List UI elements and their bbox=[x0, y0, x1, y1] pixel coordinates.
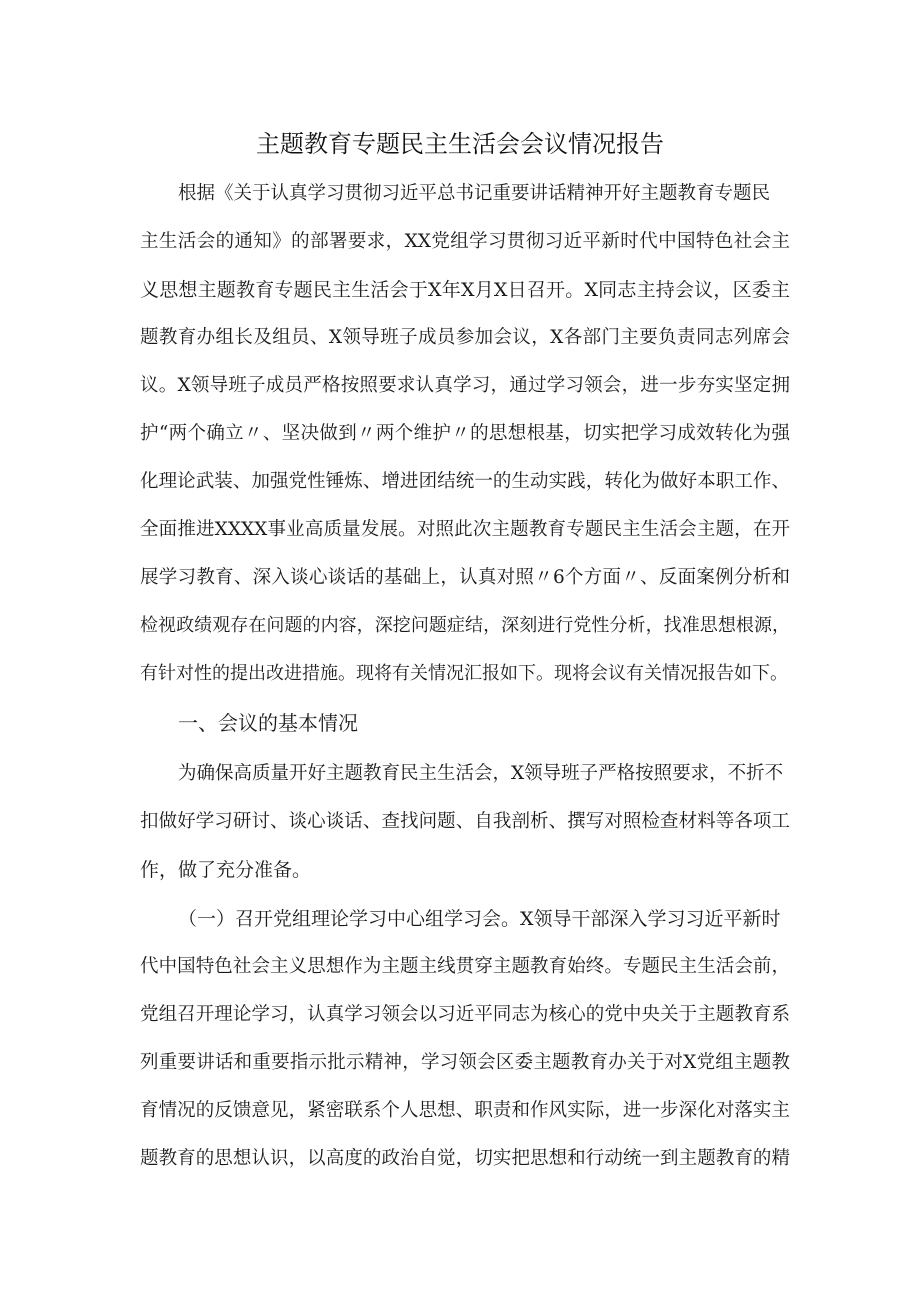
paragraph-line: 题教育办组长及组员、X领导班子成员参加会议，X各部门主要负责同志列席会 bbox=[140, 327, 790, 348]
paragraph-line: 作，做了充分准备。 bbox=[140, 859, 312, 881]
paragraph-line: 有针对性的提出改进措施。现将有关情况汇报如下。现将会议有关情况报告如下。 bbox=[140, 663, 788, 684]
paragraph-line: 扣做好学习研讨、谈心谈话、查找问题、自我剖析、撰写对照检查材料等各项工 bbox=[140, 811, 790, 832]
paragraph-line: 护“两个确立〃、坚决做到〃两个维护〃的思想根基，切实把学习成效转化为强 bbox=[140, 423, 790, 444]
section-heading: 一、会议的基本情况 bbox=[178, 711, 358, 735]
paragraph-line: 全面推进XXXX事业高质量发展。对照此次主题教育专题民主生活会主题，在开 bbox=[140, 519, 790, 540]
paragraph-line: 检视政绩观存在问题的内容，深挖问题症结，深刻进行党性分析，找准思想根源， bbox=[140, 615, 790, 636]
paragraph-line: 党组召开理论学习，认真学习领会以习近平同志为核心的党中央关于主题教育系 bbox=[140, 1004, 790, 1025]
paragraph-line: 义思想主题教育专题民主生活会于X年X月X日召开。X同志主持会议，区委主 bbox=[140, 279, 790, 301]
paragraph-line: 议。X领导班子成员严格按照要求认真学习，通过学习领会，进一步夯实坚定拥 bbox=[140, 375, 790, 396]
paragraph-line: 主生活会的通知》的部署要求，XX党组学习贯彻习近平新时代中国特色社会主 bbox=[140, 231, 790, 252]
paragraph-line: 化理论武装、加强党性锤炼、增进团结统一的生动实践，转化为做好本职工作、 bbox=[140, 471, 790, 492]
paragraph-line: （一）召开党组理论学习中心组学习会。X领导干部深入学习习近平新时 bbox=[178, 908, 781, 930]
paragraph-line: 题教育的思想认识，以高度的政治自觉，切实把思想和行动统一到主题教育的精 bbox=[140, 1148, 790, 1169]
paragraph-line: 为确保高质量开好主题教育民主生活会，X领导班子严格按照要求，不折不 bbox=[178, 763, 784, 784]
paragraph-line: 根据《关于认真学习贯彻习近平总书记重要讲话精神开好主题教育专题民 bbox=[178, 183, 771, 204]
paragraph-line: 育情况的反馈意见，紧密联系个人思想、职责和作风实际，进一步深化对落实主 bbox=[140, 1100, 790, 1121]
document-title: 主题教育专题民主生活会会议情况报告 bbox=[256, 130, 664, 158]
paragraph-line: 代中国特色社会主义思想作为主题主线贯穿主题教育始终。专题民主生活会前， bbox=[140, 956, 790, 977]
paragraph-line: 列重要讲话和重要指示批示精神，学习领会区委主题教育办关于对X党组主题教 bbox=[140, 1052, 790, 1073]
paragraph-line: 展学习教育、深入谈心谈话的基础上，认真对照〃6个方面〃、反面案例分析和 bbox=[140, 567, 790, 588]
